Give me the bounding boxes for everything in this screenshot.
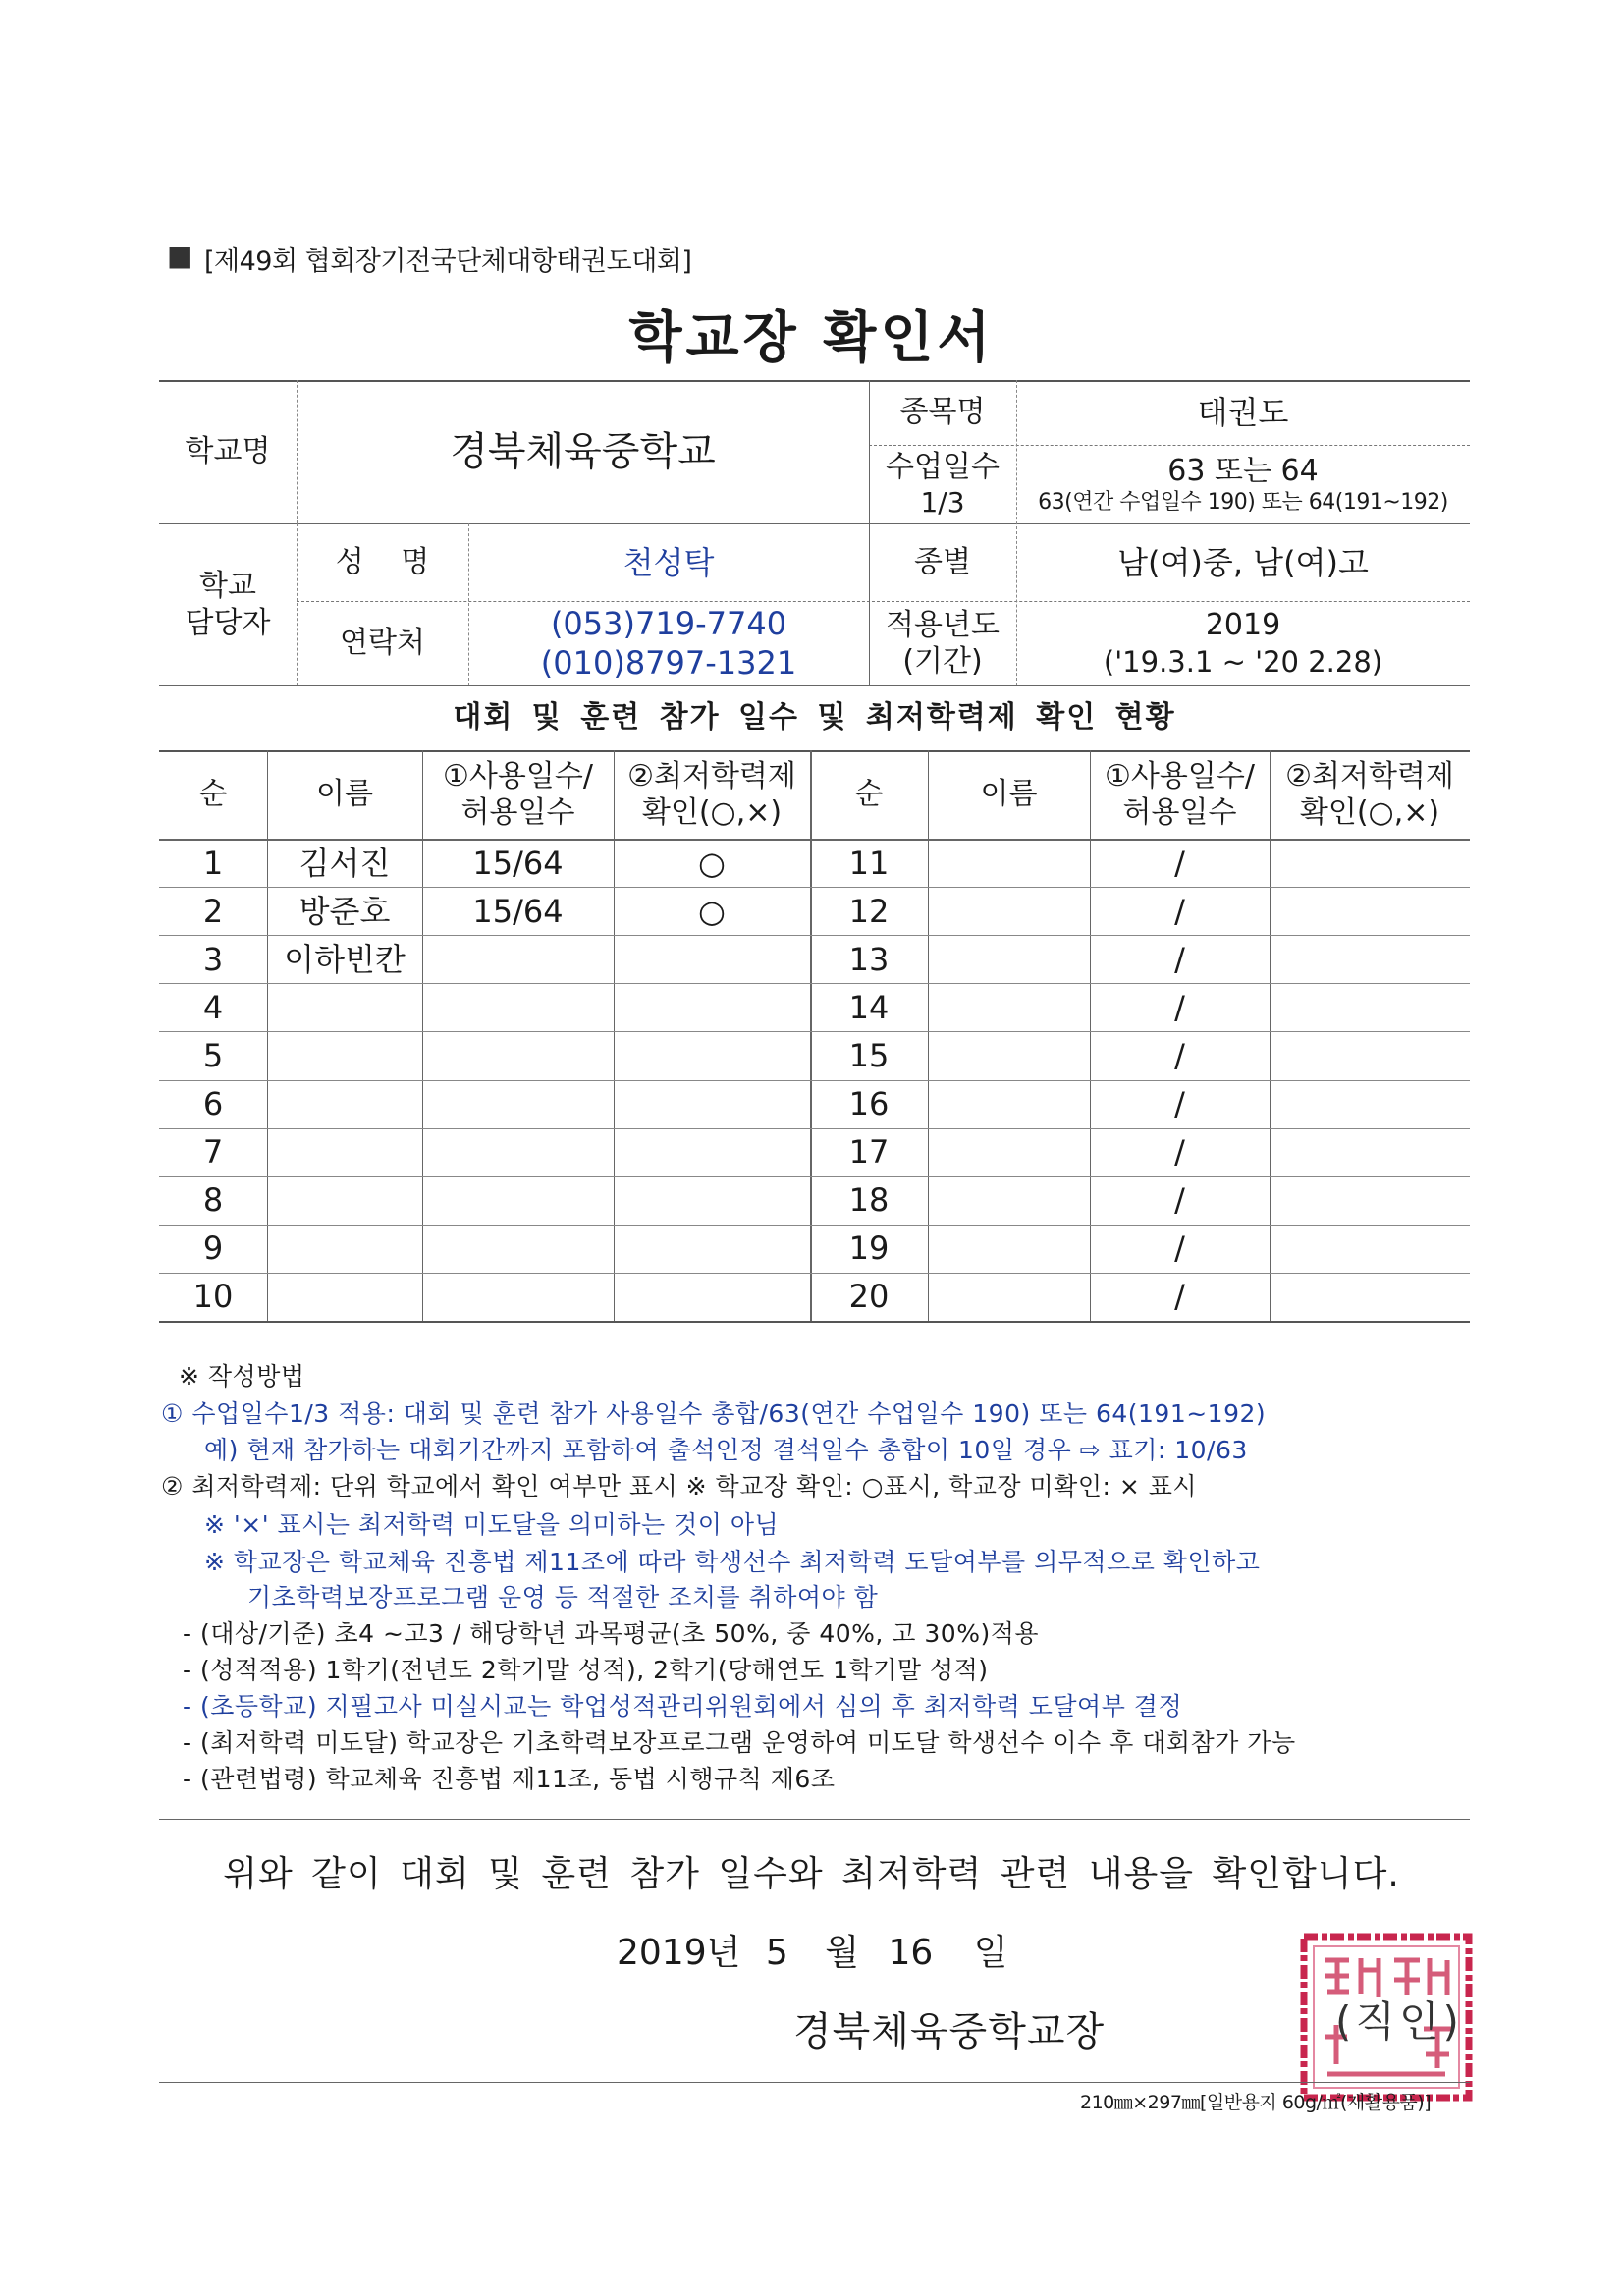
table-cell-right-no: 11 (848, 844, 890, 882)
col-header-days-left-line1: ①사용일수/ (443, 758, 593, 793)
table-cell-right-check (1270, 983, 1470, 1031)
school-days-label-line1: 수업일수 (886, 449, 1000, 484)
table-cell-right-days: / (1174, 940, 1185, 978)
table-cell-left-check (614, 983, 810, 1031)
table-cell-left-no: 9 (202, 1230, 224, 1268)
table-cell-right-check (1270, 887, 1470, 935)
table-cell-left-name: 방준호 (298, 892, 391, 930)
table-cell-left-days (422, 983, 614, 1031)
school-name-value: 경북체육중학교 (450, 429, 716, 474)
manager-label (159, 523, 297, 685)
table-cell-left-no: 4 (202, 988, 224, 1026)
table-cell-left-no: 6 (202, 1085, 224, 1123)
table-cell-right-no: 12 (848, 892, 890, 930)
table-cell-left-no: 3 (202, 940, 224, 978)
note-4: ※ 학교장은 학교체육 진흥법 제11조에 따라 학생선수 최저학력 도달여부를 의무적으로 확인하고 (204, 1548, 1261, 1576)
col-header-name-left: 이름 (316, 777, 373, 812)
date-day-unit: 일 (973, 1933, 1008, 1973)
table-cell-left-check (614, 1080, 810, 1128)
table-cell-right-name (928, 887, 1090, 935)
table-cell-right-name (928, 935, 1090, 983)
table-cell-right-days: / (1174, 1133, 1185, 1172)
col-header-check-right (1270, 750, 1470, 839)
col-header-days-left (422, 750, 614, 839)
note-1-example: 예) 현재 참가하는 대회기간까지 포함하여 출석인정 결석일수 총합이 10일 경우 ⇨ 표기: 10/63 (204, 1436, 1248, 1464)
table-cell-left-no: 2 (202, 892, 224, 930)
table-cell-left-no: 5 (202, 1036, 224, 1074)
table-cell-left-no: 8 (202, 1181, 224, 1220)
seal-label: (직인) (1335, 1997, 1463, 2046)
square-bullet-icon: ■ (167, 240, 193, 272)
sport-value: 태권도 (1197, 394, 1289, 431)
table-cell-right-name (928, 1176, 1090, 1225)
table-cell-right-days: / (1174, 1181, 1185, 1220)
table-cell-right-check (1270, 1128, 1470, 1176)
school-days-value (1016, 445, 1470, 523)
table-cell-left-no: 1 (202, 844, 224, 882)
table-cell-left-name (267, 1031, 422, 1079)
contact-label: 연락처 (340, 626, 425, 661)
table-cell-right-days: / (1174, 1230, 1185, 1268)
table-cell-right-days: / (1174, 1278, 1185, 1316)
table-cell-left-check (614, 935, 810, 983)
table-cell-right-check (1270, 1031, 1470, 1079)
apply-year-label (869, 601, 1016, 685)
table-cell-right-name (928, 1273, 1090, 1321)
manager-name-value: 천성탁 (622, 543, 715, 581)
col-header-no-left: 순 (198, 777, 228, 812)
table-cell-left-check (614, 1273, 810, 1321)
table-cell-right-no: 18 (848, 1181, 890, 1220)
apply-year-value-period: ('19.3.1 ~ '20 2.28) (1103, 644, 1383, 679)
table-cell-right-no: 19 (848, 1230, 890, 1268)
date-day: 16 (888, 1933, 934, 1973)
manager-label-line1: 학교 (199, 569, 256, 603)
table-cell-right-name (928, 1031, 1090, 1079)
table-cell-left-check: ○ (698, 844, 726, 882)
col-header-check-left-line2: 확인(○,×) (641, 795, 783, 830)
col-header-check-right-line2: 확인(○,×) (1299, 795, 1440, 830)
table-cell-left-name (267, 1176, 422, 1225)
table-cell-right-check (1270, 1273, 1470, 1321)
table-cell-right-check (1270, 1225, 1470, 1273)
school-days-value-main: 63 또는 64 (1167, 453, 1319, 488)
apply-year-value-year: 2019 (1205, 608, 1281, 643)
detail-below-minimum: - (최저학력 미도달) 학교장은 기초학력보장프로그램 운영하여 미도달 학생선수 이수 후 대회참가 가능 (183, 1728, 1296, 1757)
school-name-label: 학교명 (185, 434, 271, 469)
table-cell-left-name (267, 1225, 422, 1273)
date-month-unit: 월 (825, 1933, 859, 1973)
note-4-cont: 기초학력보장프로그램 운영 등 적절한 조치를 취하여야 함 (247, 1583, 879, 1612)
contact-phone-mobile: (010)8797-1321 (540, 644, 797, 682)
table-cell-right-name (928, 983, 1090, 1031)
table-cell-left-days (422, 1176, 614, 1225)
table-cell-right-name (928, 1080, 1090, 1128)
detail-grade: - (성적적용) 1학기(전년도 2학기말 성적), 2학기(당해연도 1학기말 성적) (183, 1656, 989, 1684)
table-cell-left-check: ○ (698, 892, 726, 930)
event-name: [제49회 협회장기전국단체대항태권도대회] (204, 246, 692, 277)
table-cell-left-check (614, 1128, 810, 1176)
table-cell-right-no: 16 (848, 1085, 890, 1123)
detail-target: - (대상/기준) 초4 ~고3 / 해당학년 과목평균(초 50%, 중 40%, 고 30%)적용 (183, 1619, 1039, 1648)
note-1: ① 수업일수1/3 적용: 대회 및 훈련 참가 사용일수 총합/63(연간 수업일수 190) 또는 64(191~192) (161, 1399, 1267, 1428)
note-3: ※ '×' 표시는 최저학력 미도달을 의미하는 것이 아님 (204, 1510, 780, 1539)
contact-phone-office: (053)719-7740 (550, 605, 787, 642)
table-cell-left-name: 이하빈칸 (284, 940, 406, 978)
col-header-days-right (1090, 750, 1270, 839)
table-cell-right-name (928, 1225, 1090, 1273)
table-cell-right-check (1270, 1176, 1470, 1225)
table-cell-right-name (928, 1128, 1090, 1176)
category-value: 남(여)중, 남(여)고 (1117, 543, 1369, 581)
school-days-value-detail: 63(연간 수업일수 190) 또는 64(191~192) (1038, 490, 1448, 515)
official-seal (1298, 1931, 1477, 2105)
table-cell-right-days: / (1174, 844, 1185, 882)
table-cell-right-days: / (1174, 1085, 1185, 1123)
table-cell-left-days (422, 1128, 614, 1176)
table-cell-left-name (267, 1080, 422, 1128)
date-year: 2019년 (617, 1933, 741, 1973)
table-cell-left-days: 15/64 (472, 892, 564, 930)
section-title: 대회 및 훈련 참가 일수 및 최저학력제 확인 현황 (453, 700, 1176, 736)
table-cell-left-name (267, 1128, 422, 1176)
document-title: 학교장 확인서 (628, 306, 995, 370)
table-cell-right-no: 15 (848, 1036, 890, 1074)
table-cell-left-days (422, 935, 614, 983)
date-line (617, 1925, 1008, 1975)
col-header-days-right-line2: 허용일수 (1122, 795, 1237, 830)
table-cell-right-days: / (1174, 1036, 1185, 1074)
table-cell-right-check (1270, 1080, 1470, 1128)
table-cell-right-name (928, 839, 1090, 887)
apply-year-label-line1: 적용년도 (886, 607, 1000, 642)
table-cell-right-no: 17 (848, 1133, 890, 1172)
table-cell-right-check (1270, 935, 1470, 983)
notes-heading: ※ 작성방법 (179, 1362, 305, 1391)
table-cell-right-days: / (1174, 892, 1185, 930)
table-cell-right-check (1270, 839, 1470, 887)
note-2: ② 최저학력제: 단위 학교에서 확인 여부만 표시 ※ 학교장 확인: ○표시, 학교장 미확인: × 표시 (161, 1472, 1198, 1501)
table-cell-left-name: 김서진 (298, 844, 391, 882)
table-cell-left-check (614, 1031, 810, 1079)
table-cell-left-no: 10 (192, 1278, 234, 1316)
table-cell-left-days (422, 1031, 614, 1079)
apply-year-value (1016, 601, 1470, 685)
signer-name: 경북체육중학교장 (793, 2009, 1106, 2054)
date-month: 5 (765, 1933, 788, 1973)
manager-label-line2: 담당자 (185, 605, 271, 640)
table-cell-right-days: / (1174, 988, 1185, 1026)
manager-name-label: 성 명 (335, 544, 430, 579)
detail-elementary: - (초등학교) 지필고사 미실시교는 학업성적관리위원회에서 심의 후 최저학력 도달여부 결정 (183, 1692, 1183, 1721)
col-header-no-right: 순 (854, 777, 884, 812)
col-header-check-right-line1: ②최저학력제 (1285, 758, 1454, 793)
table-cell-left-check (614, 1225, 810, 1273)
col-header-check-left-line1: ②최저학력제 (627, 758, 796, 793)
school-days-label-line2: 1/3 (920, 486, 965, 519)
paper-spec-footer: 210㎜×297㎜[일반용지 60g/㎡(재활용품)] (1080, 2092, 1432, 2113)
table-cell-left-days: 15/64 (472, 844, 564, 882)
table-cell-right-no: 20 (848, 1278, 890, 1316)
table-cell-right-no: 14 (848, 988, 890, 1026)
table-cell-left-days (422, 1225, 614, 1273)
table-cell-left-days (422, 1080, 614, 1128)
table-cell-left-no: 7 (202, 1133, 224, 1172)
table-cell-left-check (614, 1176, 810, 1225)
col-header-check-left (614, 750, 810, 839)
apply-year-label-line2: (기간) (902, 644, 983, 679)
confirmation-statement: 위와 같이 대회 및 훈련 참가 일수와 최저학력 관련 내용을 확인합니다. (223, 1854, 1400, 1894)
table-cell-left-name (267, 983, 422, 1031)
table-cell-right-no: 13 (848, 940, 890, 978)
col-header-name-right: 이름 (980, 777, 1038, 812)
table-cell-left-name (267, 1273, 422, 1321)
col-header-days-right-line1: ①사용일수/ (1105, 758, 1255, 793)
category-label: 종별 (914, 544, 971, 579)
col-header-days-left-line2: 허용일수 (460, 795, 575, 830)
detail-law: - (관련법령) 학교체육 진흥법 제11조, 동법 시행규칙 제6조 (183, 1765, 836, 1793)
sport-label: 종목명 (899, 395, 986, 430)
table-cell-left-days (422, 1273, 614, 1321)
school-days-label (869, 445, 1016, 523)
contact-phones (468, 601, 869, 685)
